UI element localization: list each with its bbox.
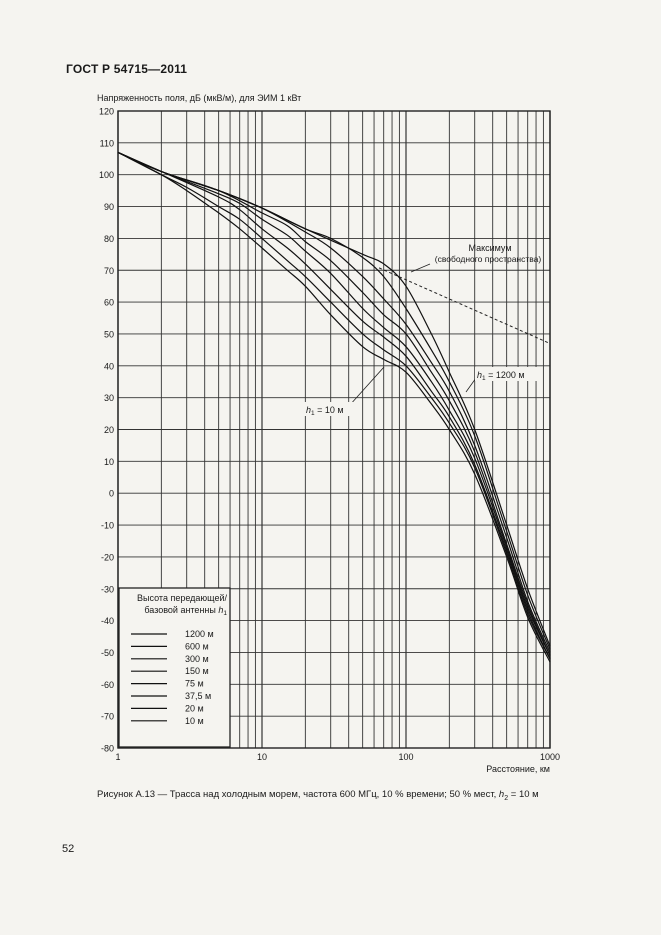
y-tick-label: 40 xyxy=(103,361,114,372)
y-tick-label: 50 xyxy=(103,329,114,340)
y-tick-label: 20 xyxy=(103,425,114,435)
caption-h2-value: = 10 м xyxy=(508,789,539,800)
y-tick-label: 110 xyxy=(99,138,114,149)
annotation-h1-low-sub: 1 xyxy=(311,410,315,417)
annotation-h1-low-value: = 10 м xyxy=(314,405,344,415)
x-tick-label: 10 xyxy=(256,752,268,762)
y-tick-label: 30 xyxy=(103,393,114,404)
y-tick-label: 10 xyxy=(103,456,114,467)
x-tick-label: 1 xyxy=(115,752,121,762)
x-tick-label: 1000 xyxy=(539,752,561,762)
y-axis-title: Напряженность поля, дБ (мкВ/м), для ЭИМ 1 кВт xyxy=(97,93,302,103)
annotation-h1-high-value: = 1200 м xyxy=(485,370,525,380)
annotation-h1-high-sub: 1 xyxy=(482,375,486,382)
annotation-h1-low-leader xyxy=(349,367,384,406)
annotation-max-line1: Максимум xyxy=(468,243,512,253)
annotation-h1-high-symbol: h xyxy=(477,370,483,380)
page-number: 52 xyxy=(62,843,75,855)
y-tick-label: 90 xyxy=(103,202,114,213)
legend-entry: 150 м xyxy=(185,666,209,677)
y-tick-label: -20 xyxy=(100,552,114,563)
annotation-h1-low-symbol: h xyxy=(306,405,312,415)
legend-entry: 1200 м xyxy=(185,629,214,639)
y-tick-label: -10 xyxy=(100,520,114,531)
legend xyxy=(119,588,230,747)
y-tick-label: 70 xyxy=(103,265,114,276)
y-tick-label: -60 xyxy=(100,679,114,690)
y-tick-label: -50 xyxy=(100,647,114,658)
y-tick-label: -70 xyxy=(100,711,114,722)
caption-h2-symbol: h xyxy=(498,789,505,800)
x-axis-title: Расстояние, км xyxy=(486,764,550,774)
legend-entry: 75 м xyxy=(185,678,204,689)
legend-title-line1: Высота передающей/ xyxy=(137,593,227,603)
legend-title-line2: базовой антенны $h_1$ xyxy=(144,605,227,617)
legend-title-symbol: h xyxy=(218,605,224,615)
series-line xyxy=(118,152,550,646)
annotation-max-leader xyxy=(411,264,430,272)
y-tick-label: 120 xyxy=(98,106,114,117)
legend-entry: 20 м xyxy=(185,703,204,714)
y-tick-label: 100 xyxy=(98,170,114,181)
legend-entry: 300 м xyxy=(185,653,209,664)
legend-entry: 600 м xyxy=(185,641,209,652)
y-tick-label: -40 xyxy=(100,616,114,627)
y-tick-label: 80 xyxy=(103,233,114,244)
legend-entry: 37,5 м xyxy=(185,691,212,701)
y-tick-label: 60 xyxy=(103,297,114,308)
caption-h2-sub: 2 xyxy=(504,794,509,802)
y-tick-label: -80 xyxy=(100,743,114,754)
series-line xyxy=(118,152,550,652)
y-tick-label: 0 xyxy=(108,488,114,499)
y-tick-label: -30 xyxy=(100,584,114,595)
annotation-max-line2: (свободного пространства) xyxy=(434,254,542,264)
x-tick-label: 100 xyxy=(398,752,414,762)
document-header: ГОСТ Р 54715—2011 xyxy=(66,62,188,76)
figure-caption xyxy=(97,789,539,802)
legend-entry: 10 м xyxy=(185,715,204,726)
legend-title-sub: 1 xyxy=(223,610,227,617)
caption-main: Рисунок А.13 — Трасса над холодным морем, частота 600 МГц, 10 % времени; 50 % мест, xyxy=(97,789,499,800)
